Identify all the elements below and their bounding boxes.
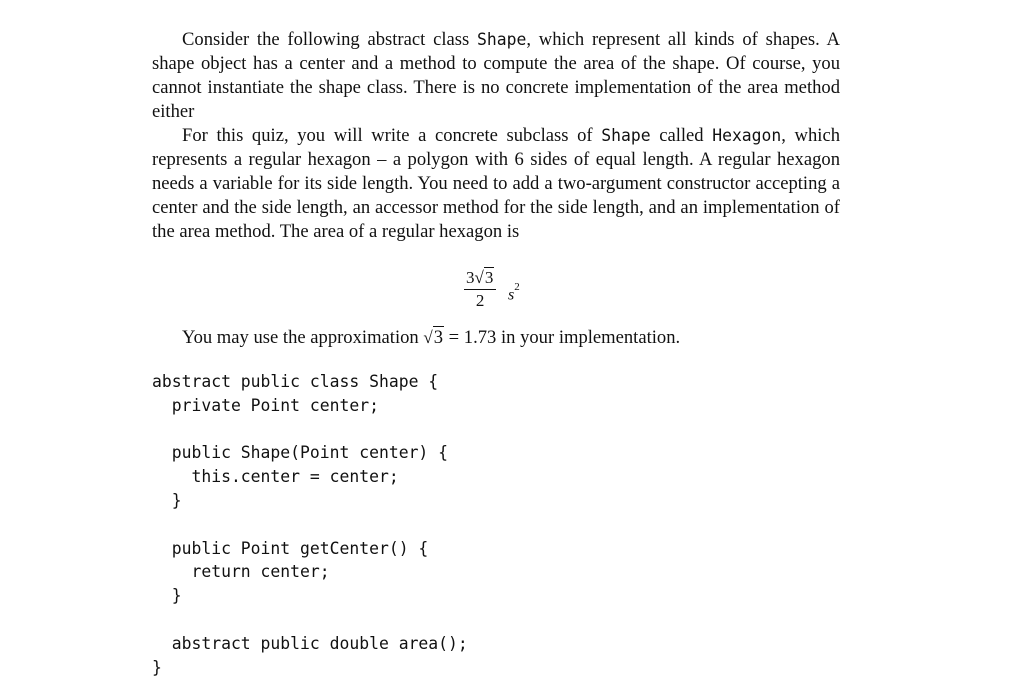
- task-text-mid: called: [650, 125, 713, 146]
- task-text-end: , which represents a regular hexagon – a polygon with 6 sides of equal length. A regular hexagon needs a variable for its side length. You need to add a two-argument constructor accepting a center and the side length, an accessor method for the side length, and an implementation of the area method. The area of a regular hexagon is: [152, 125, 840, 242]
- formula-exponent: 2: [514, 281, 520, 293]
- shape-class-name: Shape: [477, 30, 527, 49]
- approximation-after: = 1.73 in your implementation.: [444, 327, 681, 348]
- formula-fraction: [464, 268, 496, 312]
- intro-text-end: , which represent all kinds of shapes. A shape object has a center and a method to compute the area of the shape. Of course, you cannot instantiate the shape class. There is no concrete implementation of the area method either: [152, 29, 840, 122]
- formula-radicand: 3: [484, 268, 494, 287]
- intro-text-start: Consider the following abstract class: [182, 29, 477, 50]
- code-line: this.center = center;: [152, 467, 399, 487]
- code-line: abstract public double area();: [152, 633, 468, 653]
- approximation-sqrt-icon: √: [423, 328, 433, 347]
- formula-coefficient: 3: [466, 268, 475, 287]
- intro-paragraph-2: [152, 124, 840, 244]
- approximation-radicand: 3: [433, 327, 443, 348]
- code-line: }: [152, 490, 182, 510]
- code-line: [152, 608, 468, 632]
- code-line: return center;: [152, 562, 330, 582]
- formula-variable-letter: s: [508, 286, 515, 304]
- code-line: }: [152, 657, 162, 677]
- approximation-note: [152, 326, 680, 350]
- formula-numerator: [464, 268, 496, 290]
- approximation-before: You may use the approximation: [182, 327, 424, 348]
- quiz-document: [152, 28, 840, 677]
- task-text-start: For this quiz, you will write a concrete subclass of: [182, 125, 602, 146]
- code-line: }: [152, 586, 182, 606]
- task-shape-class-name: Shape: [601, 126, 651, 145]
- formula-variable: [508, 281, 520, 304]
- hexagon-area-formula: [464, 268, 554, 320]
- code-line: abstract public class Shape {: [152, 372, 439, 391]
- code-line: [152, 513, 468, 537]
- sqrt-icon: √: [474, 268, 484, 287]
- hexagon-class-name: Hexagon: [712, 126, 782, 145]
- code-line: public Point getCenter() {: [152, 538, 429, 558]
- formula-denominator: 2: [475, 291, 485, 310]
- code-line: private Point center;: [152, 395, 379, 415]
- shape-code-block: [152, 370, 468, 679]
- intro-paragraph-1: [152, 28, 840, 124]
- code-line: [152, 418, 468, 442]
- code-line: public Shape(Point center) {: [152, 443, 449, 463]
